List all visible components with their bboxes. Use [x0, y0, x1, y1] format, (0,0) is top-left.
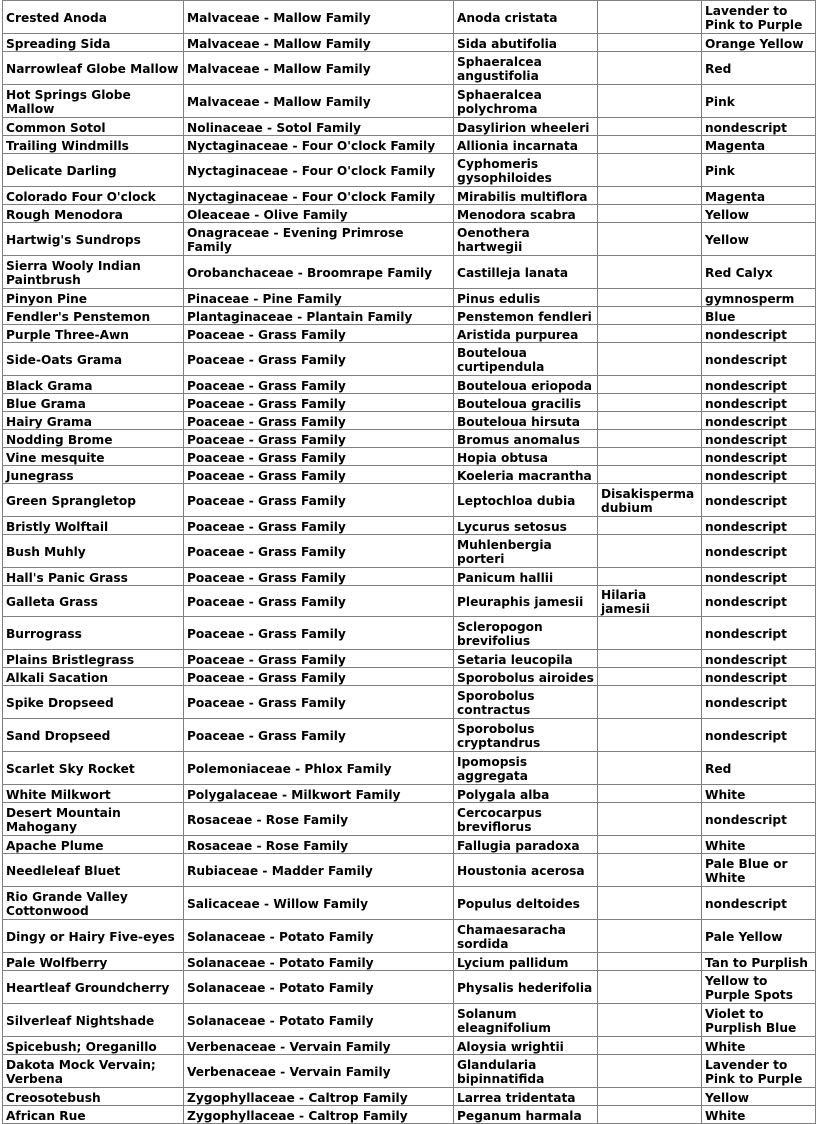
flower-color-cell: nondescript: [702, 517, 816, 535]
flower-color-cell: Yellow: [702, 223, 816, 256]
scientific-name-cell: Allionia incarnata: [454, 136, 598, 154]
common-name-cell: Apache Plume: [3, 836, 184, 854]
common-name-cell: Trailing Windmills: [3, 136, 184, 154]
common-name-cell: Green Sprangletop: [3, 484, 184, 517]
flower-color-cell: Magenta: [702, 136, 816, 154]
scientific-name-cell: Penstemon fendleri: [454, 307, 598, 325]
table-row: [3, 34, 816, 52]
family-cell: Poaceae - Grass Family: [184, 394, 454, 412]
table-row: [3, 205, 816, 223]
table-row: [3, 307, 816, 325]
scientific-name-cell: Aloysia wrightii: [454, 1037, 598, 1055]
family-cell: Verbenaceae - Vervain Family: [184, 1037, 454, 1055]
scientific-name-cell: Sphaeralcea angustifolia: [454, 52, 598, 85]
family-cell: Poaceae - Grass Family: [184, 430, 454, 448]
family-cell: Malvaceae - Mallow Family: [184, 1, 454, 34]
synonym-cell: [598, 307, 702, 325]
family-cell: Solanaceae - Potato Family: [184, 971, 454, 1004]
flower-color-cell: nondescript: [702, 466, 816, 484]
table-row: [3, 187, 816, 205]
synonym-cell: [598, 376, 702, 394]
synonym-cell: [598, 325, 702, 343]
common-name-cell: Fendler's Penstemon: [3, 307, 184, 325]
table-row: [3, 854, 816, 887]
scientific-name-cell: Koeleria macrantha: [454, 466, 598, 484]
synonym-cell: [598, 430, 702, 448]
common-name-cell: Dingy or Hairy Five-eyes: [3, 920, 184, 953]
synonym-cell: [598, 1055, 702, 1088]
scientific-name-cell: Solanum eleagnifolium: [454, 1004, 598, 1037]
scientific-name-cell: Physalis hederifolia: [454, 971, 598, 1004]
common-name-cell: Sierra Wooly Indian Paintbrush: [3, 256, 184, 289]
table-row: [3, 256, 816, 289]
scientific-name-cell: Dasylirion wheeleri: [454, 118, 598, 136]
flower-color-cell: nondescript: [702, 343, 816, 376]
table-row: [3, 154, 816, 187]
table-row: [3, 412, 816, 430]
common-name-cell: Spike Dropseed: [3, 686, 184, 719]
common-name-cell: Hall's Panic Grass: [3, 568, 184, 586]
flower-color-cell: nondescript: [702, 719, 816, 752]
table-row: [3, 1106, 816, 1124]
flower-color-cell: nondescript: [702, 412, 816, 430]
common-name-cell: Plains Bristlegrass: [3, 650, 184, 668]
flower-color-cell: Yellow to Purple Spots: [702, 971, 816, 1004]
family-cell: Salicaceae - Willow Family: [184, 887, 454, 920]
scientific-name-cell: Castilleja lanata: [454, 256, 598, 289]
family-cell: Solanaceae - Potato Family: [184, 920, 454, 953]
family-cell: Poaceae - Grass Family: [184, 617, 454, 650]
synonym-cell: Hilaria jamesii: [598, 586, 702, 617]
family-cell: Verbenaceae - Vervain Family: [184, 1055, 454, 1088]
family-cell: Nyctaginaceae - Four O'clock Family: [184, 136, 454, 154]
flower-color-cell: nondescript: [702, 325, 816, 343]
plant-table: [2, 0, 816, 1124]
scientific-name-cell: Aristida purpurea: [454, 325, 598, 343]
scientific-name-cell: Menodora scabra: [454, 205, 598, 223]
table-row: [3, 376, 816, 394]
family-cell: Malvaceae - Mallow Family: [184, 34, 454, 52]
table-row: [3, 325, 816, 343]
common-name-cell: Bush Muhly: [3, 535, 184, 568]
synonym-cell: [598, 617, 702, 650]
flower-color-cell: nondescript: [702, 535, 816, 568]
flower-color-cell: nondescript: [702, 430, 816, 448]
synonym-cell: [598, 686, 702, 719]
synonym-cell: [598, 466, 702, 484]
family-cell: Solanaceae - Potato Family: [184, 1004, 454, 1037]
synonym-cell: [598, 803, 702, 836]
table-row: [3, 650, 816, 668]
flower-color-cell: White: [702, 785, 816, 803]
family-cell: Zygophyllaceae - Caltrop Family: [184, 1088, 454, 1106]
synonym-cell: [598, 136, 702, 154]
scientific-name-cell: Chamaesaracha sordida: [454, 920, 598, 953]
flower-color-cell: nondescript: [702, 668, 816, 686]
scientific-name-cell: Ipomopsis aggregata: [454, 752, 598, 785]
scientific-name-cell: Hopia obtusa: [454, 448, 598, 466]
plant-table-body: [3, 1, 816, 1124]
scientific-name-cell: Sporobolus contractus: [454, 686, 598, 719]
flower-color-cell: nondescript: [702, 376, 816, 394]
common-name-cell: Black Grama: [3, 376, 184, 394]
flower-color-cell: Red: [702, 52, 816, 85]
flower-color-cell: Lavender to Pink to Purple: [702, 1, 816, 34]
table-row: [3, 785, 816, 803]
synonym-cell: [598, 52, 702, 85]
synonym-cell: [598, 1088, 702, 1106]
table-row: [3, 586, 816, 617]
flower-color-cell: Pale Blue or White: [702, 854, 816, 887]
common-name-cell: Hot Springs Globe Mallow: [3, 85, 184, 118]
flower-color-cell: gymnosperm: [702, 289, 816, 307]
family-cell: Poaceae - Grass Family: [184, 650, 454, 668]
common-name-cell: Hairy Grama: [3, 412, 184, 430]
table-row: [3, 568, 816, 586]
synonym-cell: [598, 448, 702, 466]
common-name-cell: Common Sotol: [3, 118, 184, 136]
flower-color-cell: Violet to Purplish Blue: [702, 1004, 816, 1037]
family-cell: Poaceae - Grass Family: [184, 376, 454, 394]
table-row: [3, 466, 816, 484]
synonym-cell: [598, 256, 702, 289]
common-name-cell: African Rue: [3, 1106, 184, 1124]
family-cell: Poaceae - Grass Family: [184, 325, 454, 343]
flower-color-cell: Yellow: [702, 205, 816, 223]
scientific-name-cell: Setaria leucopila: [454, 650, 598, 668]
scientific-name-cell: Pleuraphis jamesii: [454, 586, 598, 617]
common-name-cell: Creosotebush: [3, 1088, 184, 1106]
family-cell: Polemoniaceae - Phlox Family: [184, 752, 454, 785]
family-cell: Pinaceae - Pine Family: [184, 289, 454, 307]
synonym-cell: [598, 289, 702, 307]
flower-color-cell: Pale Yellow: [702, 920, 816, 953]
flower-color-cell: Pink: [702, 85, 816, 118]
common-name-cell: Colorado Four O'clock: [3, 187, 184, 205]
family-cell: Oleaceae - Olive Family: [184, 205, 454, 223]
flower-color-cell: nondescript: [702, 394, 816, 412]
table-row: [3, 1088, 816, 1106]
common-name-cell: Desert Mountain Mahogany: [3, 803, 184, 836]
table-row: [3, 517, 816, 535]
family-cell: Poaceae - Grass Family: [184, 484, 454, 517]
flower-color-cell: Lavender to Pink to Purple: [702, 1055, 816, 1088]
synonym-cell: [598, 118, 702, 136]
table-row: [3, 617, 816, 650]
family-cell: Poaceae - Grass Family: [184, 686, 454, 719]
synonym-cell: [598, 854, 702, 887]
synonym-cell: [598, 668, 702, 686]
family-cell: Rubiaceae - Madder Family: [184, 854, 454, 887]
synonym-cell: [598, 223, 702, 256]
family-cell: Poaceae - Grass Family: [184, 719, 454, 752]
common-name-cell: Rio Grande Valley Cottonwood: [3, 887, 184, 920]
table-row: [3, 223, 816, 256]
common-name-cell: Narrowleaf Globe Mallow: [3, 52, 184, 85]
family-cell: Poaceae - Grass Family: [184, 448, 454, 466]
flower-color-cell: Red: [702, 752, 816, 785]
synonym-cell: Disakisperma dubium: [598, 484, 702, 517]
scientific-name-cell: Houstonia acerosa: [454, 854, 598, 887]
scientific-name-cell: Bouteloua eriopoda: [454, 376, 598, 394]
common-name-cell: Vine mesquite: [3, 448, 184, 466]
flower-color-cell: Red Calyx: [702, 256, 816, 289]
common-name-cell: Rough Menodora: [3, 205, 184, 223]
table-row: [3, 52, 816, 85]
table-row: [3, 1037, 816, 1055]
table-row: [3, 343, 816, 376]
common-name-cell: Purple Three-Awn: [3, 325, 184, 343]
family-cell: Poaceae - Grass Family: [184, 466, 454, 484]
synonym-cell: [598, 34, 702, 52]
family-cell: Poaceae - Grass Family: [184, 343, 454, 376]
synonym-cell: [598, 1106, 702, 1124]
family-cell: Poaceae - Grass Family: [184, 535, 454, 568]
scientific-name-cell: Sporobolus airoides: [454, 668, 598, 686]
synonym-cell: [598, 394, 702, 412]
scientific-name-cell: Fallugia paradoxa: [454, 836, 598, 854]
scientific-name-cell: Pinus edulis: [454, 289, 598, 307]
synonym-cell: [598, 568, 702, 586]
family-cell: Solanaceae - Potato Family: [184, 953, 454, 971]
synonym-cell: [598, 535, 702, 568]
table-row: [3, 484, 816, 517]
table-row: [3, 920, 816, 953]
synonym-cell: [598, 953, 702, 971]
scientific-name-cell: Mirabilis multiflora: [454, 187, 598, 205]
synonym-cell: [598, 343, 702, 376]
scientific-name-cell: Peganum harmala: [454, 1106, 598, 1124]
table-row: [3, 668, 816, 686]
flower-color-cell: Blue: [702, 307, 816, 325]
common-name-cell: Spreading Sida: [3, 34, 184, 52]
table-row: [3, 85, 816, 118]
synonym-cell: [598, 719, 702, 752]
table-row: [3, 686, 816, 719]
scientific-name-cell: Lycurus setosus: [454, 517, 598, 535]
flower-color-cell: nondescript: [702, 887, 816, 920]
common-name-cell: Silverleaf Nightshade: [3, 1004, 184, 1037]
common-name-cell: Spicebush; Oreganillo: [3, 1037, 184, 1055]
family-cell: Poaceae - Grass Family: [184, 568, 454, 586]
table-row: [3, 953, 816, 971]
flower-color-cell: nondescript: [702, 686, 816, 719]
scientific-name-cell: Glandularia bipinnatifida: [454, 1055, 598, 1088]
family-cell: Poaceae - Grass Family: [184, 668, 454, 686]
flower-color-cell: nondescript: [702, 803, 816, 836]
scientific-name-cell: Anoda cristata: [454, 1, 598, 34]
scientific-name-cell: Bouteloua gracilis: [454, 394, 598, 412]
flower-color-cell: Orange Yellow: [702, 34, 816, 52]
table-row: [3, 136, 816, 154]
scientific-name-cell: Leptochloa dubia: [454, 484, 598, 517]
family-cell: Onagraceae - Evening Primrose Family: [184, 223, 454, 256]
table-row: [3, 430, 816, 448]
table-row: [3, 803, 816, 836]
flower-color-cell: nondescript: [702, 484, 816, 517]
table-row: [3, 394, 816, 412]
synonym-cell: [598, 785, 702, 803]
synonym-cell: [598, 971, 702, 1004]
table-row: [3, 971, 816, 1004]
family-cell: Nolinaceae - Sotol Family: [184, 118, 454, 136]
table-row: [3, 1004, 816, 1037]
family-cell: Rosaceae - Rose Family: [184, 836, 454, 854]
table-row: [3, 719, 816, 752]
synonym-cell: [598, 85, 702, 118]
common-name-cell: Dakota Mock Vervain; Verbena: [3, 1055, 184, 1088]
common-name-cell: Sand Dropseed: [3, 719, 184, 752]
common-name-cell: Pinyon Pine: [3, 289, 184, 307]
scientific-name-cell: Cyphomeris gysophiloides: [454, 154, 598, 187]
synonym-cell: [598, 1037, 702, 1055]
common-name-cell: Pale Wolfberry: [3, 953, 184, 971]
scientific-name-cell: Oenothera hartwegii: [454, 223, 598, 256]
flower-color-cell: Yellow: [702, 1088, 816, 1106]
synonym-cell: [598, 1004, 702, 1037]
table-row: [3, 836, 816, 854]
family-cell: Rosaceae - Rose Family: [184, 803, 454, 836]
synonym-cell: [598, 517, 702, 535]
flower-color-cell: Tan to Purplish: [702, 953, 816, 971]
synonym-cell: [598, 650, 702, 668]
flower-color-cell: White: [702, 836, 816, 854]
table-row: [3, 289, 816, 307]
scientific-name-cell: Bromus anomalus: [454, 430, 598, 448]
common-name-cell: Bristly Wolftail: [3, 517, 184, 535]
family-cell: Poaceae - Grass Family: [184, 586, 454, 617]
synonym-cell: [598, 836, 702, 854]
scientific-name-cell: Polygala alba: [454, 785, 598, 803]
flower-color-cell: Pink: [702, 154, 816, 187]
synonym-cell: [598, 412, 702, 430]
common-name-cell: Delicate Darling: [3, 154, 184, 187]
table-row: [3, 1, 816, 34]
common-name-cell: Heartleaf Groundcherry: [3, 971, 184, 1004]
common-name-cell: White Milkwort: [3, 785, 184, 803]
flower-color-cell: nondescript: [702, 586, 816, 617]
flower-color-cell: White: [702, 1106, 816, 1124]
common-name-cell: Scarlet Sky Rocket: [3, 752, 184, 785]
common-name-cell: Alkali Sacation: [3, 668, 184, 686]
family-cell: Malvaceae - Mallow Family: [184, 52, 454, 85]
synonym-cell: [598, 752, 702, 785]
synonym-cell: [598, 205, 702, 223]
common-name-cell: Galleta Grass: [3, 586, 184, 617]
scientific-name-cell: Muhlenbergia porteri: [454, 535, 598, 568]
table-row: [3, 887, 816, 920]
synonym-cell: [598, 920, 702, 953]
table-row: [3, 752, 816, 785]
flower-color-cell: nondescript: [702, 617, 816, 650]
scientific-name-cell: Larrea tridentata: [454, 1088, 598, 1106]
family-cell: Nyctaginaceae - Four O'clock Family: [184, 154, 454, 187]
common-name-cell: Burrograss: [3, 617, 184, 650]
synonym-cell: [598, 154, 702, 187]
family-cell: Polygalaceae - Milkwort Family: [184, 785, 454, 803]
scientific-name-cell: Sida abutifolia: [454, 34, 598, 52]
common-name-cell: Crested Anoda: [3, 1, 184, 34]
common-name-cell: Nodding Brome: [3, 430, 184, 448]
scientific-name-cell: Panicum hallii: [454, 568, 598, 586]
flower-color-cell: nondescript: [702, 650, 816, 668]
scientific-name-cell: Lycium pallidum: [454, 953, 598, 971]
common-name-cell: Hartwig's Sundrops: [3, 223, 184, 256]
common-name-cell: Side-Oats Grama: [3, 343, 184, 376]
family-cell: Poaceae - Grass Family: [184, 517, 454, 535]
family-cell: Orobanchaceae - Broomrape Family: [184, 256, 454, 289]
family-cell: Nyctaginaceae - Four O'clock Family: [184, 187, 454, 205]
scientific-name-cell: Populus deltoides: [454, 887, 598, 920]
family-cell: Poaceae - Grass Family: [184, 412, 454, 430]
scientific-name-cell: Scleropogon brevifolius: [454, 617, 598, 650]
family-cell: Malvaceae - Mallow Family: [184, 85, 454, 118]
family-cell: Plantaginaceae - Plantain Family: [184, 307, 454, 325]
common-name-cell: Needleleaf Bluet: [3, 854, 184, 887]
table-row: [3, 1055, 816, 1088]
scientific-name-cell: Cercocarpus breviflorus: [454, 803, 598, 836]
synonym-cell: [598, 1, 702, 34]
synonym-cell: [598, 187, 702, 205]
flower-color-cell: White: [702, 1037, 816, 1055]
scientific-name-cell: Bouteloua curtipendula: [454, 343, 598, 376]
family-cell: Zygophyllaceae - Caltrop Family: [184, 1106, 454, 1124]
synonym-cell: [598, 887, 702, 920]
scientific-name-cell: Sporobolus cryptandrus: [454, 719, 598, 752]
scientific-name-cell: Bouteloua hirsuta: [454, 412, 598, 430]
common-name-cell: Junegrass: [3, 466, 184, 484]
common-name-cell: Blue Grama: [3, 394, 184, 412]
flower-color-cell: nondescript: [702, 448, 816, 466]
flower-color-cell: Magenta: [702, 187, 816, 205]
scientific-name-cell: Sphaeralcea polychroma: [454, 85, 598, 118]
flower-color-cell: nondescript: [702, 568, 816, 586]
table-row: [3, 118, 816, 136]
table-row: [3, 535, 816, 568]
flower-color-cell: nondescript: [702, 118, 816, 136]
table-row: [3, 448, 816, 466]
